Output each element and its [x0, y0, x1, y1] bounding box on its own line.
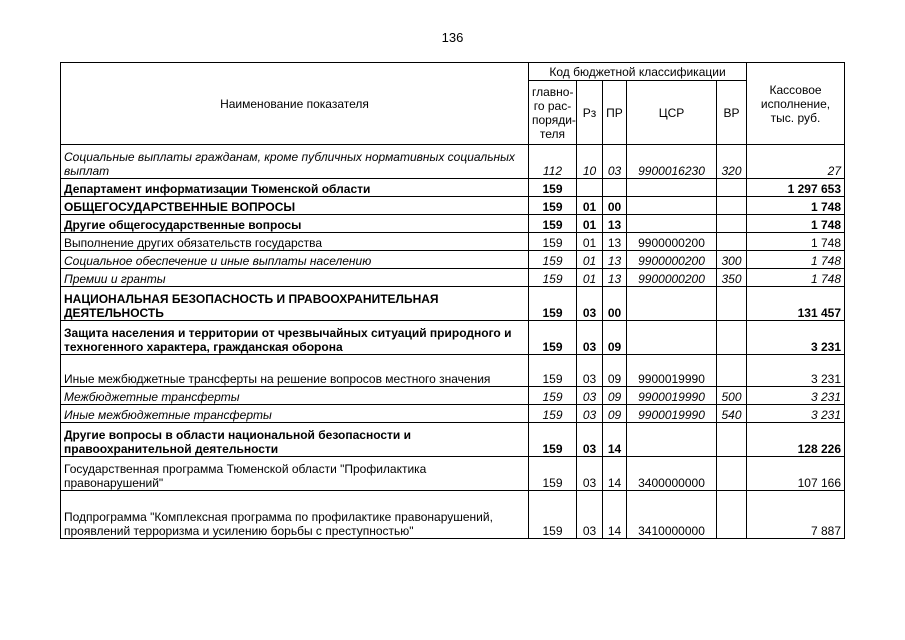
cell-glava: 159 — [529, 423, 577, 457]
cell-csr: 9900019990 — [627, 387, 717, 405]
table-row — [61, 405, 845, 423]
cell-vr: 300 — [717, 251, 747, 269]
cell-pr: 09 — [603, 321, 627, 355]
cell-rz: 01 — [577, 233, 603, 251]
table-body — [61, 145, 845, 539]
cell-rz: 01 — [577, 197, 603, 215]
cell-rz: 01 — [577, 269, 603, 287]
header-glava: главно-го рас-поряди-теля — [529, 81, 577, 145]
table-row — [61, 457, 845, 491]
cell-rz: 01 — [577, 251, 603, 269]
cell-csr — [627, 179, 717, 197]
cell-glava: 159 — [529, 405, 577, 423]
table-row — [61, 251, 845, 269]
cell-pr: 00 — [603, 287, 627, 321]
cell-name: Выполнение других обязательств государства — [61, 233, 529, 251]
cell-amount: 7 887 — [747, 491, 845, 539]
budget-table — [60, 62, 845, 539]
table-row — [61, 387, 845, 405]
cell-glava: 159 — [529, 287, 577, 321]
cell-rz: 10 — [577, 145, 603, 179]
cell-vr — [717, 457, 747, 491]
cell-name: Государственная программа Тюменской области "Профилактика правонарушений" — [61, 457, 529, 491]
cell-pr: 00 — [603, 197, 627, 215]
cell-pr: 14 — [603, 491, 627, 539]
cell-glava: 159 — [529, 321, 577, 355]
cell-csr: 3400000000 — [627, 457, 717, 491]
cell-vr — [717, 233, 747, 251]
table-row — [61, 215, 845, 233]
header-csr: ЦСР — [627, 81, 717, 145]
page-number: 136 — [441, 30, 464, 45]
table-row — [61, 145, 845, 179]
cell-name: НАЦИОНАЛЬНАЯ БЕЗОПАСНОСТЬ И ПРАВООХРАНИТЕЛЬНАЯ ДЕЯТЕЛЬНОСТЬ — [61, 287, 529, 321]
cell-glava: 159 — [529, 269, 577, 287]
cell-vr — [717, 287, 747, 321]
cell-pr: 09 — [603, 387, 627, 405]
cell-rz: 03 — [577, 387, 603, 405]
table-row — [61, 197, 845, 215]
cell-name: Защита населения и территории от чрезвычайных ситуаций природного и техногенного характера, гражданская оборона — [61, 321, 529, 355]
cell-vr: 320 — [717, 145, 747, 179]
cell-vr: 540 — [717, 405, 747, 423]
cell-csr — [627, 423, 717, 457]
cell-rz: 03 — [577, 405, 603, 423]
cell-csr: 9900019990 — [627, 405, 717, 423]
cell-rz: 03 — [577, 491, 603, 539]
cell-amount: 1 748 — [747, 197, 845, 215]
cell-glava: 159 — [529, 197, 577, 215]
cell-csr: 9900019990 — [627, 355, 717, 387]
cell-csr: 9900000200 — [627, 233, 717, 251]
cell-csr: 9900000200 — [627, 251, 717, 269]
cell-amount: 128 226 — [747, 423, 845, 457]
cell-name: Иные межбюджетные трансферты на решение вопросов местного значения — [61, 355, 529, 387]
cell-glava: 112 — [529, 145, 577, 179]
cell-amount: 1 748 — [747, 215, 845, 233]
header-rz: Рз — [577, 81, 603, 145]
cell-name: Другие общегосударственные вопросы — [61, 215, 529, 233]
cell-csr: 3410000000 — [627, 491, 717, 539]
cell-csr — [627, 287, 717, 321]
cell-vr — [717, 197, 747, 215]
cell-amount: 27 — [747, 145, 845, 179]
cell-amount: 1 748 — [747, 269, 845, 287]
cell-name: Иные межбюджетные трансферты — [61, 405, 529, 423]
cell-glava: 159 — [529, 215, 577, 233]
table-row — [61, 491, 845, 539]
cell-rz: 03 — [577, 355, 603, 387]
cell-vr — [717, 179, 747, 197]
cell-amount: 3 231 — [747, 387, 845, 405]
cell-amount: 131 457 — [747, 287, 845, 321]
cell-amount: 3 231 — [747, 355, 845, 387]
cell-pr: 13 — [603, 251, 627, 269]
cell-vr — [717, 355, 747, 387]
cell-csr: 9900016230 — [627, 145, 717, 179]
table-row — [61, 355, 845, 387]
cell-vr — [717, 491, 747, 539]
cell-vr — [717, 215, 747, 233]
cell-glava: 159 — [529, 457, 577, 491]
header-amount: Кассовое исполнение, тыс. руб. — [747, 63, 845, 145]
cell-csr — [627, 197, 717, 215]
cell-amount: 1 748 — [747, 233, 845, 251]
cell-vr — [717, 423, 747, 457]
cell-pr: 09 — [603, 405, 627, 423]
cell-name: Другие вопросы в области национальной безопасности и правоохранительной деятельности — [61, 423, 529, 457]
cell-glava: 159 — [529, 179, 577, 197]
table-row — [61, 233, 845, 251]
cell-vr: 500 — [717, 387, 747, 405]
cell-pr: 13 — [603, 233, 627, 251]
header-pr: ПР — [603, 81, 627, 145]
cell-glava: 159 — [529, 387, 577, 405]
cell-amount: 1 748 — [747, 251, 845, 269]
cell-vr — [717, 321, 747, 355]
cell-vr: 350 — [717, 269, 747, 287]
cell-glava: 159 — [529, 491, 577, 539]
cell-glava: 159 — [529, 355, 577, 387]
header-code-group: Код бюджетной классификации — [529, 63, 747, 81]
cell-amount: 3 231 — [747, 321, 845, 355]
cell-amount: 1 297 653 — [747, 179, 845, 197]
cell-pr: 09 — [603, 355, 627, 387]
cell-pr — [603, 179, 627, 197]
table-row — [61, 179, 845, 197]
table-row — [61, 269, 845, 287]
table-row — [61, 423, 845, 457]
cell-rz: 03 — [577, 423, 603, 457]
cell-name: Межбюджетные трансферты — [61, 387, 529, 405]
cell-pr: 03 — [603, 145, 627, 179]
cell-rz — [577, 179, 603, 197]
header-vr: ВР — [717, 81, 747, 145]
cell-name: Подпрограмма "Комплексная программа по профилактике правонарушений, проявлений терроризма и усилению борьбы с преступностью" — [61, 491, 529, 539]
cell-pr: 13 — [603, 269, 627, 287]
cell-name: Социальное обеспечение и иные выплаты населению — [61, 251, 529, 269]
cell-name: ОБЩЕГОСУДАРСТВЕННЫЕ ВОПРОСЫ — [61, 197, 529, 215]
cell-name: Департамент информатизации Тюменской области — [61, 179, 529, 197]
cell-csr: 9900000200 — [627, 269, 717, 287]
cell-glava: 159 — [529, 233, 577, 251]
cell-pr: 14 — [603, 423, 627, 457]
header-name: Наименование показателя — [61, 63, 529, 145]
cell-name: Социальные выплаты гражданам, кроме публичных нормативных социальных выплат — [61, 145, 529, 179]
cell-pr: 14 — [603, 457, 627, 491]
cell-glava: 159 — [529, 251, 577, 269]
cell-pr: 13 — [603, 215, 627, 233]
cell-amount: 107 166 — [747, 457, 845, 491]
table-row — [61, 287, 845, 321]
cell-rz: 01 — [577, 215, 603, 233]
cell-csr — [627, 215, 717, 233]
cell-rz: 03 — [577, 321, 603, 355]
cell-amount: 3 231 — [747, 405, 845, 423]
cell-name: Премии и гранты — [61, 269, 529, 287]
cell-csr — [627, 321, 717, 355]
cell-rz: 03 — [577, 457, 603, 491]
cell-rz: 03 — [577, 287, 603, 321]
table-row — [61, 321, 845, 355]
